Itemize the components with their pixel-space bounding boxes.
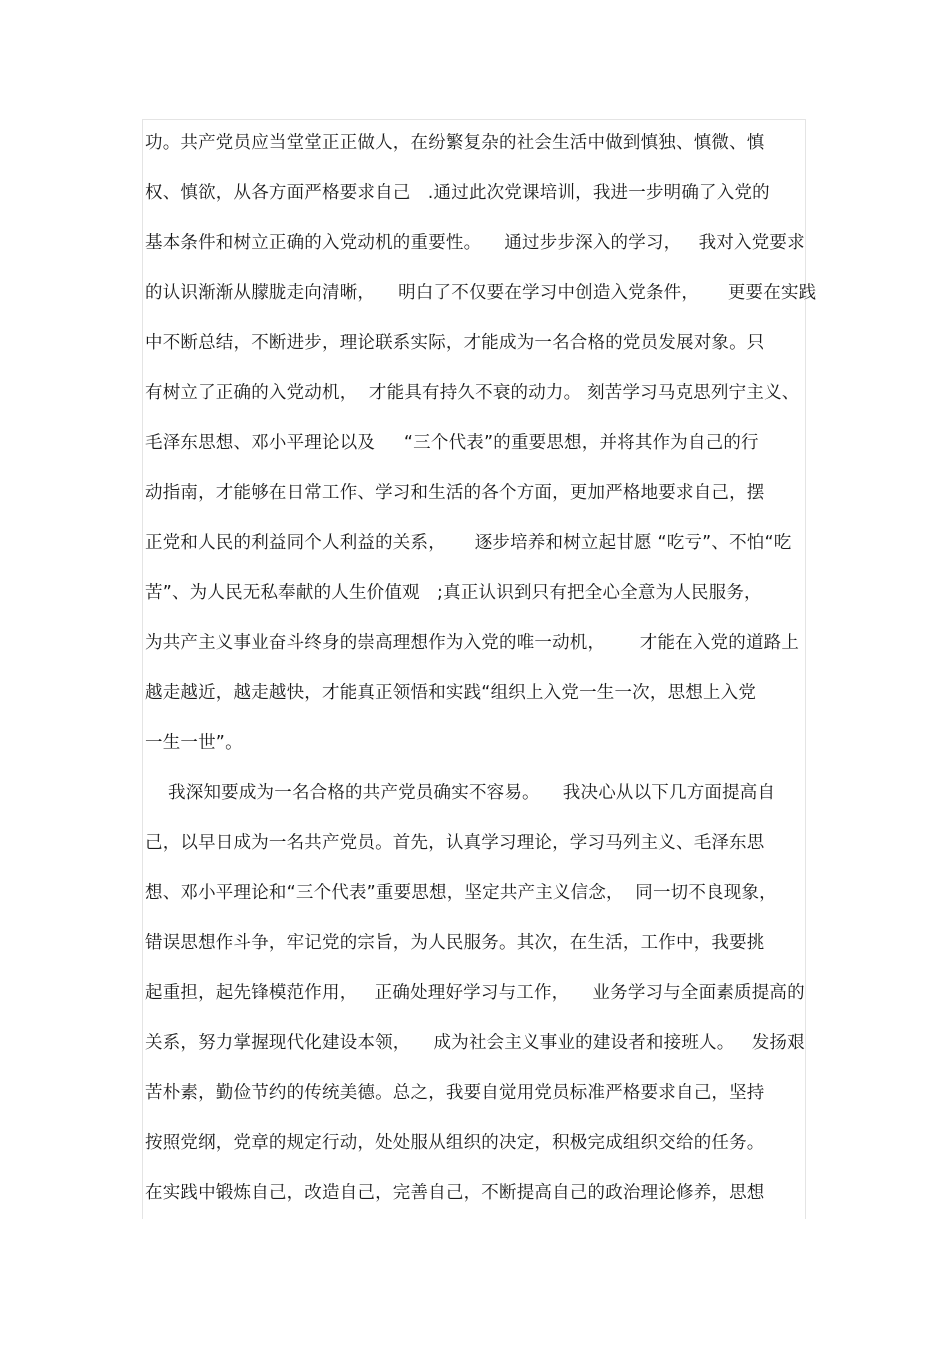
text-line: 苦”、为人民无私奉献的人生价值观 ;真正认识到只有把全心全意为人民服务， xyxy=(145,583,762,603)
text-line: 关系，努力掌握现代化建设本领， 成为社会主义事业的建设者和接班人。 发扬艰 xyxy=(145,1033,805,1053)
text-line: 正党和人民的利益同个人利益的关系， 逐步培养和树立起甘愿 “吃亏”、不怕“吃 xyxy=(145,533,792,553)
text-line: 有树立了正确的入党动机， 才能具有持久不衰的动力。 刻苦学习马克思列宁主义、 xyxy=(145,383,800,403)
text-line: 基本条件和树立正确的入党动机的重要性。 通过步步深入的学习， 我对入党要求 xyxy=(145,233,805,253)
text-line: 毛泽东思想、邓小平理论以及 “三个代表”的重要思想，并将其作为自己的行 xyxy=(145,433,759,453)
text-line: 起重担，起先锋模范作用， 正确处理好学习与工作， 业务学习与全面素质提高的 xyxy=(145,983,805,1003)
text-line: 苦朴素，勤俭节约的传统美德。总之，我要自觉用党员标准严格要求自己，坚持 xyxy=(145,1083,765,1103)
text-line: 己，以早日成为一名共产党员。首先，认真学习理论，学习马列主义、毛泽东思 xyxy=(145,833,765,853)
text-line: 想、邓小平理论和“三个代表”重要思想，坚定共产主义信念， 同一切不良现象， xyxy=(145,883,777,903)
text-line: 中不断总结，不断进步，理论联系实际，才能成为一名合格的党员发展对象。只 xyxy=(145,333,765,353)
text-line: 功。共产党员应当堂堂正正做人，在纷繁复杂的社会生活中做到慎独、慎微、慎 xyxy=(145,133,765,153)
text-line: 的认识渐渐从朦胧走向清晰， 明白了不仅要在学习中创造入党条件， 更要在实践 xyxy=(145,283,817,303)
text-line: 我深知要成为一名合格的共产党员确实不容易。 我决心从以下几方面提高自 xyxy=(145,783,776,803)
text-line: 错误思想作斗争，牢记党的宗旨，为人民服务。其次，在生活，工作中，我要挑 xyxy=(145,933,765,953)
text-line: 在实践中锻炼自己，改造自己，完善自己，不断提高自己的政治理论修养，思想 xyxy=(145,1183,765,1203)
text-line: 一生一世”。 xyxy=(145,733,243,753)
text-line: 按照党纲，党章的规定行动，处处服从组织的决定，积极完成组织交给的任务。 xyxy=(145,1133,765,1153)
text-line: 权、慎欲，从各方面严格要求自己 .通过此次党课培训，我进一步明确了入党的 xyxy=(145,183,770,203)
text-line: 动指南，才能够在日常工作、学习和生活的各个方面，更加严格地要求自己，摆 xyxy=(145,483,765,503)
text-line: 越走越近，越走越快，才能真正领悟和实践“组织上入党一生一次，思想上入党 xyxy=(145,683,757,703)
text-line: 为共产主义事业奋斗终身的崇高理想作为入党的唯一动机， 才能在入党的道路上 xyxy=(145,633,800,653)
